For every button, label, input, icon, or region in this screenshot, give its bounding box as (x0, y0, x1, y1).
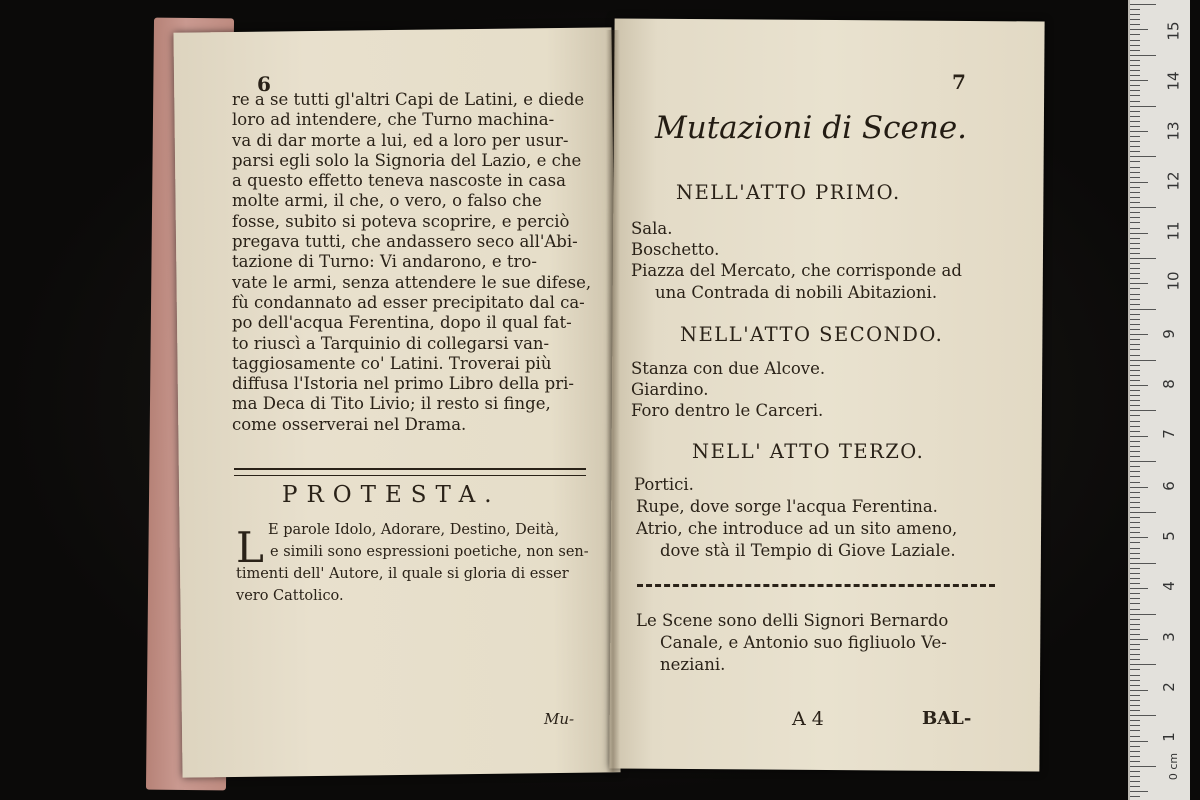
body-line: vate le armi, senza attendere le sue difese, (232, 272, 592, 292)
act-3-heading: NELL' ATTO TERZO. (692, 440, 925, 463)
ruler-tick (1130, 507, 1140, 508)
scene-line: Portici. (634, 475, 694, 494)
ruler-tick (1130, 324, 1140, 325)
body-line: parsi egli solo la Signoria del Lazio, e che (232, 150, 582, 170)
ruler-tick (1130, 314, 1140, 315)
ruler-tick (1130, 776, 1140, 777)
ruler-tick (1130, 537, 1148, 538)
body-line: fù condannato ad esser precipitato dal ca- (232, 292, 585, 312)
ruler-tick (1130, 228, 1140, 229)
ruler-tick (1130, 365, 1140, 366)
ruler-tick (1130, 446, 1140, 447)
ruler-tick (1130, 791, 1148, 792)
ruler-number: 8 (1159, 379, 1178, 389)
ruler-tick (1130, 426, 1140, 427)
ruler-tick (1130, 456, 1140, 457)
scene-line: Stanza con due Alcove. (631, 359, 826, 378)
ruler-tick (1130, 730, 1140, 731)
ruler-tick (1130, 294, 1140, 295)
ruler-tick (1130, 136, 1140, 137)
ruler-tick (1130, 19, 1140, 20)
scene-line: Piazza del Mercato, che corrisponde ad (631, 261, 962, 280)
ruler-tick (1130, 253, 1140, 254)
body-line: po dell'acqua Ferentina, dopo il qual fat- (232, 313, 572, 333)
protesta-line: E parole Idolo, Adorare, Destino, Deità, (268, 522, 560, 538)
body-line: come osserverai nel Drama. (232, 414, 467, 434)
ruler-tick (1130, 517, 1140, 518)
scene-line: una Contrada di nobili Abitazioni. (655, 283, 938, 302)
ruler-tick (1130, 451, 1140, 452)
scene-line: Atrio, che introduce ad un sito ameno, (636, 519, 958, 538)
ruler-tick (1130, 329, 1140, 330)
ruler-tick (1130, 85, 1140, 86)
ruler-tick (1130, 761, 1140, 762)
ruler-tick (1130, 126, 1140, 127)
ruler-tick (1130, 796, 1140, 797)
ruler-tick (1130, 725, 1140, 726)
ruler-tick (1130, 542, 1140, 543)
ruler-tick (1130, 339, 1140, 340)
ruler-unit: 0 cm (1167, 752, 1181, 781)
ruler-tick (1130, 370, 1140, 371)
body-line: ma Deca di Tito Livio; il resto si finge, (232, 394, 551, 414)
ruler-tick (1130, 395, 1140, 396)
left-catchword: Mu- (544, 710, 575, 728)
ruler-tick (1130, 502, 1140, 503)
ruler-tick (1130, 690, 1148, 691)
body-line: va di dar morte a lui, ed a loro per usur- (232, 130, 569, 150)
ruler-tick (1130, 50, 1140, 51)
left-body-text (232, 90, 591, 435)
ruler-tick (1130, 34, 1140, 35)
ruler-tick (1130, 106, 1156, 107)
ruler-tick (1130, 685, 1140, 686)
ruler-tick (1130, 649, 1140, 650)
protesta-line: e simili sono espressioni poetiche, non sen- (270, 544, 589, 560)
ruler-number: 6 (1159, 481, 1178, 491)
ruler-tick (1130, 258, 1156, 259)
body-line: taggiosamente co' Latini. Troverai più (232, 353, 552, 373)
ruler-tick (1130, 161, 1140, 162)
ruler-tick (1130, 9, 1140, 10)
page-title: Mutazioni di Scene. (655, 110, 968, 146)
ruler-tick (1130, 197, 1140, 198)
ruler-tick (1130, 522, 1140, 523)
ruler-tick (1130, 614, 1156, 615)
body-line: a questo effetto teneva nascoste in casa (232, 171, 566, 191)
ruler-tick (1130, 268, 1140, 269)
ruler-tick (1130, 156, 1156, 157)
ruler-tick (1130, 355, 1140, 356)
ruler-tick (1130, 40, 1140, 41)
ruler-number: 1 (1159, 732, 1178, 742)
ruler-tick (1130, 278, 1140, 279)
ruler-tick (1130, 441, 1140, 442)
ruler-tick (1130, 375, 1140, 376)
ruler-tick (1130, 629, 1140, 630)
ruler-tick (1130, 60, 1140, 61)
body-line: to riuscì a Tarquinio di collegarsi van- (232, 333, 550, 353)
ruler-tick (1130, 598, 1140, 599)
ruler-tick (1130, 4, 1156, 5)
scene-line: Rupe, dove sorge l'acqua Ferentina. (636, 497, 938, 516)
ruler-tick (1130, 288, 1140, 289)
ruler-tick (1130, 273, 1140, 274)
ruler-tick (1130, 167, 1140, 168)
ruler-tick (1130, 639, 1148, 640)
ruler-tick (1130, 720, 1140, 721)
ruler-tick (1130, 609, 1140, 610)
ruler-tick (1130, 309, 1156, 310)
body-line: re a se tutti gl'altri Capi de Latini, e diede (232, 90, 585, 109)
body-line: fosse, subito si poteva scoprire, e perciò (232, 211, 570, 231)
ruler-tick (1130, 578, 1140, 579)
credit-line: Canale, e Antonio suo figliuolo Ve- (660, 633, 947, 652)
ruler-tick (1130, 563, 1156, 564)
ruler-number: 13 (1164, 121, 1183, 141)
ruler-tick (1130, 431, 1140, 432)
ornamental-rule (234, 468, 586, 476)
ruler-tick (1130, 593, 1140, 594)
ruler-number: 15 (1164, 21, 1183, 41)
ruler-tick (1130, 471, 1140, 472)
ruler-tick (1130, 669, 1140, 670)
left-page-number: 6 (257, 72, 271, 96)
scene-line: Giardino. (631, 380, 709, 399)
measuring-ruler (1128, 0, 1190, 800)
body-line: pregava tutti, che andassero seco all'Abi- (232, 232, 578, 252)
ruler-tick (1130, 116, 1140, 117)
ruler-tick (1130, 304, 1140, 305)
ruler-tick (1130, 45, 1140, 46)
ruler-tick (1130, 360, 1156, 361)
ruler-number: 7 (1159, 429, 1178, 439)
ruler-tick (1130, 202, 1140, 203)
ruler-number: 10 (1164, 271, 1183, 291)
ruler-number: 4 (1159, 581, 1178, 591)
ruler-tick (1130, 95, 1140, 96)
ruler-tick (1130, 151, 1140, 152)
ruler-tick (1130, 24, 1140, 25)
ruler-tick (1130, 654, 1140, 655)
ruler-tick (1130, 497, 1140, 498)
ruler-tick (1130, 756, 1140, 757)
ruler-tick (1130, 644, 1140, 645)
ruler-number: 14 (1164, 71, 1183, 91)
protesta-heading: PROTESTA. (282, 482, 501, 508)
ruler-tick (1130, 512, 1156, 513)
ruler-tick (1130, 568, 1140, 569)
ruler-tick (1130, 421, 1140, 422)
ruler-tick (1130, 141, 1140, 142)
ruler-tick (1130, 405, 1140, 406)
ruler-tick (1130, 319, 1140, 320)
protesta-line: timenti dell' Autore, il quale si gloria di esser (236, 566, 569, 582)
ruler-number: 9 (1159, 329, 1178, 339)
ruler-tick (1130, 65, 1140, 66)
ruler-tick (1130, 583, 1140, 584)
ruler-tick (1130, 131, 1148, 132)
ruler-tick (1130, 70, 1140, 71)
ruler-tick (1130, 532, 1140, 533)
ruler-number: 3 (1159, 632, 1178, 642)
ruler-tick (1130, 771, 1140, 772)
ruler-tick (1130, 786, 1140, 787)
ruler-tick (1130, 380, 1140, 381)
ruler-tick (1130, 283, 1148, 284)
ruler-tick (1130, 111, 1140, 112)
ruler-tick (1130, 390, 1140, 391)
ruler-tick (1130, 385, 1148, 386)
ruler-tick (1130, 243, 1140, 244)
ruler-tick (1130, 182, 1148, 183)
ruler-tick (1130, 603, 1140, 604)
ruler-tick (1130, 736, 1140, 737)
ruler-tick (1130, 487, 1148, 488)
ruler-tick (1130, 461, 1156, 462)
ruler-tick (1130, 573, 1140, 574)
ruler-tick (1130, 715, 1156, 716)
ruler-tick (1130, 146, 1140, 147)
body-line: diffusa l'Istoria nel primo Libro della pri- (232, 374, 574, 394)
ruler-tick (1130, 751, 1140, 752)
protesta-line: vero Cattolico. (236, 588, 344, 604)
scene-line: Boschetto. (631, 240, 720, 259)
ruler-tick (1130, 80, 1148, 81)
ruler-tick (1130, 466, 1140, 467)
credit-line: Le Scene sono delli Signori Bernardo (636, 611, 949, 630)
scene-line: dove stà il Tempio di Giove Laziale. (660, 541, 956, 560)
right-catchword: BAL- (922, 708, 972, 729)
ruler-tick (1130, 344, 1140, 345)
ruler-tick (1130, 741, 1148, 742)
book-gutter (606, 30, 620, 772)
ruler-tick (1130, 75, 1140, 76)
ruler-tick (1130, 187, 1140, 188)
scene-line: Foro dentro le Carceri. (631, 401, 824, 420)
ruler-tick (1130, 217, 1140, 218)
ruler-tick (1130, 746, 1140, 747)
ruler-tick (1130, 659, 1140, 660)
act-1-heading: NELL'ATTO PRIMO. (676, 181, 901, 204)
body-line: loro ad intendere, che Turno machina- (232, 110, 555, 130)
ruler-tick (1130, 233, 1148, 234)
credit-line: neziani. (660, 655, 726, 674)
ruler-tick (1130, 349, 1140, 350)
ruler-tick (1130, 121, 1140, 122)
ruler-tick (1130, 263, 1140, 264)
ruler-tick (1130, 680, 1140, 681)
ruler-tick (1130, 624, 1140, 625)
act-2-heading: NELL'ATTO SECONDO. (680, 323, 944, 346)
ruler-tick (1130, 177, 1140, 178)
ruler-tick (1130, 476, 1140, 477)
ruler-tick (1130, 588, 1148, 589)
ruler-tick (1130, 192, 1140, 193)
ruler-tick (1130, 415, 1140, 416)
right-page-number: 7 (952, 70, 966, 94)
ruler-tick (1130, 492, 1140, 493)
ruler-number: 2 (1159, 682, 1178, 692)
ruler-number: 12 (1164, 171, 1183, 191)
body-line: molte armi, il che, o vero, o falso che (232, 191, 542, 211)
ruler-tick (1130, 172, 1140, 173)
ruler-number: 5 (1159, 531, 1178, 541)
ruler-number: 11 (1164, 221, 1183, 241)
ruler-tick (1130, 710, 1140, 711)
dashed-rule (637, 584, 995, 589)
ruler-tick (1130, 695, 1140, 696)
ruler-tick (1130, 781, 1140, 782)
ruler-tick (1130, 14, 1140, 15)
ruler-tick (1130, 334, 1148, 335)
ruler-tick (1130, 527, 1140, 528)
signature-mark: A 4 (792, 708, 824, 730)
scene-line: Sala. (631, 219, 673, 238)
ruler-tick (1130, 436, 1148, 437)
drop-cap: L (236, 523, 264, 572)
ruler-tick (1130, 675, 1140, 676)
body-line: tazione di Turno: Vi andarono, e tro- (232, 252, 537, 272)
ruler-tick (1130, 619, 1140, 620)
ruler-tick (1130, 55, 1156, 56)
ruler-tick (1130, 248, 1140, 249)
ruler-tick (1130, 207, 1156, 208)
ruler-tick (1130, 299, 1140, 300)
ruler-tick (1130, 548, 1140, 549)
ruler-tick (1130, 766, 1156, 767)
ruler-tick (1130, 29, 1148, 30)
ruler-tick (1130, 410, 1156, 411)
ruler-tick (1130, 664, 1156, 665)
ruler-tick (1130, 101, 1140, 102)
ruler-tick (1130, 700, 1140, 701)
ruler-tick (1130, 238, 1140, 239)
ruler-tick (1130, 222, 1140, 223)
ruler-tick (1130, 212, 1140, 213)
ruler-tick (1130, 553, 1140, 554)
ruler-tick (1130, 705, 1140, 706)
ruler-tick (1130, 634, 1140, 635)
ruler-tick (1130, 90, 1140, 91)
ruler-tick (1130, 400, 1140, 401)
ruler-tick (1130, 558, 1140, 559)
ruler-tick (1130, 482, 1140, 483)
